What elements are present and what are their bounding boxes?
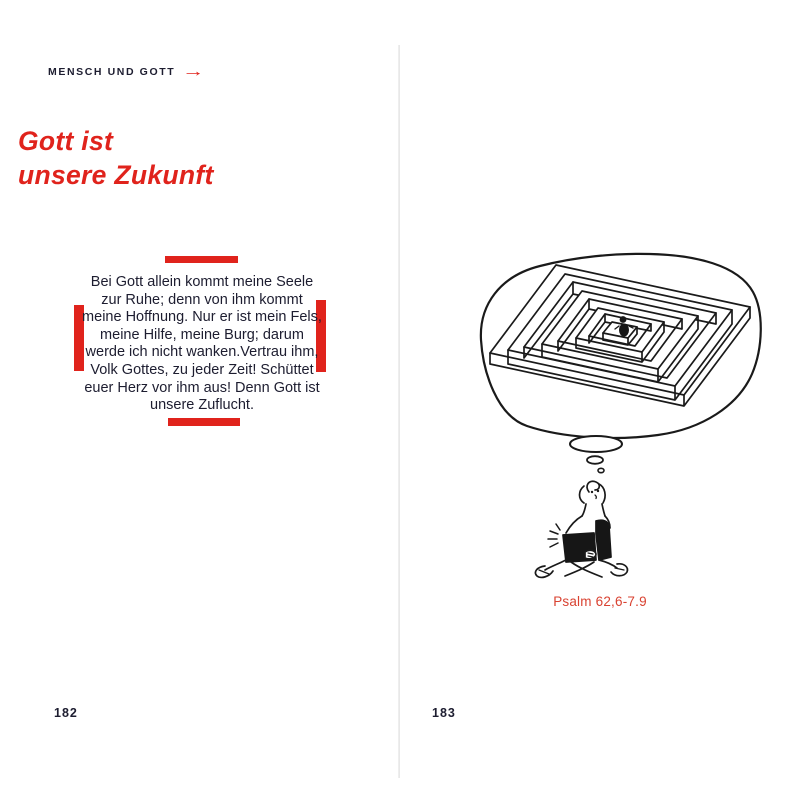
quote-line: meine Hilfe, meine Burg; darum [100,326,304,343]
chapter-title-line2: unsere Zukunft [18,160,214,190]
sitting-figure-icon [535,481,627,577]
decorative-bar-top [165,256,238,263]
running-header-label: MENSCH UND GOTT [48,66,176,78]
quote-line: Bei Gott allein kommt meine Seele [90,274,314,290]
page-number-right: 183 [432,706,456,720]
right-arrow-icon: → [182,63,208,80]
quote-line: meine Hoffnung. Nur er ist mein Fels, [82,309,322,326]
running-header [48,63,208,80]
quote-line: Volk Gottes, zu jeder Zeit! Schüttet [90,361,314,378]
maze-thought-bubble-illustration [460,240,770,600]
page-number-left: 182 [54,706,78,720]
quote-line: unsere Zuflucht. [150,397,254,414]
chapter-title-line1: Gott ist [18,126,114,156]
page-gutter-divider [398,45,400,778]
quote-line: zur Ruhe; denn von ihm kommt [101,291,303,308]
decorative-bar-bottom [168,418,240,426]
quote-line: euer Herz vor ihm aus! Denn Gott ist [84,379,320,396]
chapter-title [18,124,214,192]
quote-line: werde ich nicht wanken.Vertrau ihm, [85,344,319,361]
thought-bubble-trail [570,436,622,473]
psalm-reference-caption: Psalm 62,6-7.9 [553,594,647,609]
psalm-quote [82,274,322,415]
